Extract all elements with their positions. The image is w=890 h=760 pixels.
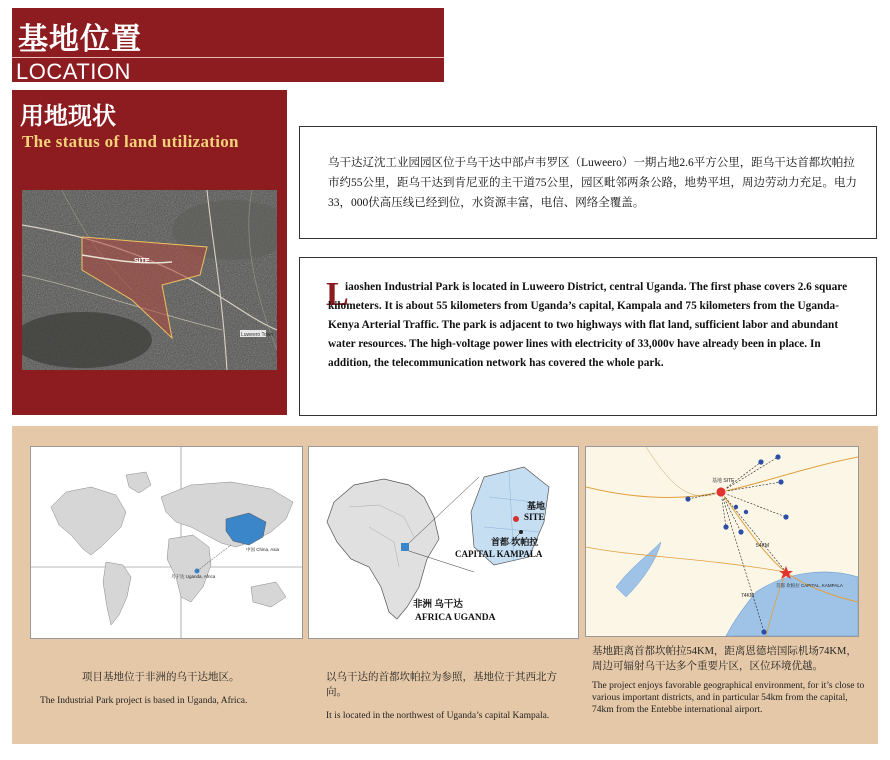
header-divider <box>12 57 444 58</box>
description-en-text: iaoshen Industrial Park is located in Luweero District, central Uganda. The first phase covers 2.6 square kilometers. It is about 55 kilometers from Uganda’s capital, Kampala and 75 kilometers from the Uganda-Kenya Arterial Traffic. The park is adjacent to two highways with flat land, sufficient labor and abundant water resources. The high-voltage power lines with electricity of 33,000v have already been in place. In addition, the telecommunication network has covered the whole park. <box>328 281 848 369</box>
region-map <box>586 447 858 636</box>
page-title-en: LOCATION <box>16 59 131 84</box>
africa-caption-en: It is located in the northwest of Uganda’s capital Kampala. <box>326 711 550 721</box>
land-status-panel <box>12 90 287 415</box>
world-uganda-label: 乌干达 Uganda, Africa <box>171 574 216 579</box>
drop-cap: L <box>326 276 349 313</box>
africa-label-en: AFRICA UGANDA <box>415 613 496 623</box>
description-en <box>328 278 863 373</box>
world-china-label: 中国 China, Asia <box>246 547 280 552</box>
africa-site-en: SITE <box>524 512 545 522</box>
satellite-map <box>22 190 277 370</box>
world-map-caption <box>40 670 302 707</box>
region-dist-capital: 54KM <box>756 543 770 549</box>
region-map-caption <box>592 644 867 716</box>
africa-map-caption <box>326 670 576 722</box>
satellite-site-label: SITE <box>134 258 150 265</box>
africa-label-cn: 非洲 乌干达 <box>413 600 463 610</box>
region-map-frame <box>585 446 859 637</box>
land-status-title-en: The status of land utilization <box>22 132 239 151</box>
page-header <box>12 8 444 82</box>
africa-capital-cn: 首都 坎帕拉 <box>491 537 539 547</box>
description-cn: 乌干达辽沈工业园园区位于乌干达中部卢韦罗区（Luweero）一期占地2.6平方公里，距乌干达首都坎帕拉市约55公里，距乌干达到肯尼亚的主干道75公里，园区毗邻两条公路，地势平坦，周边劳动力充足。电力33，000伏高压线已经到位，水资源丰富，电信、网络全覆盖。 <box>328 157 857 209</box>
region-dist-airport: 74KM <box>741 593 755 599</box>
region-caption-cn: 基地距离首都坎帕拉54KM，距离恩德培国际机场74KM，周边可辐射乌干达多个重要片区，区位环境优越。 <box>592 646 857 672</box>
africa-map <box>309 447 578 638</box>
world-caption-cn: 项目基地位于非洲的乌干达地区。 <box>82 672 240 683</box>
world-caption-en: The Industrial Park project is based in Uganda, Africa. <box>40 696 248 706</box>
africa-caption-cn: 以乌干达的首都坎帕拉为参照，基地位于其西北方向。 <box>326 672 557 698</box>
description-cn-box <box>299 126 877 239</box>
africa-site-cn: 基地 <box>527 501 546 511</box>
africa-map-frame <box>308 446 579 639</box>
world-map <box>31 447 302 638</box>
page-title-cn: 基地位置 <box>18 23 142 56</box>
satellite-town-label: Luweero Town <box>241 332 274 338</box>
region-capital-label: 首都 坎帕拉 CAPITAL, KAMPALA <box>776 583 843 588</box>
maps-panel <box>12 426 878 744</box>
land-status-title-cn: 用地现状 <box>20 104 116 130</box>
region-caption-en: The project enjoys favorable geographical environment, for it’s close to various important districts, and in particular 54km from the capital, 74km from the Entebbe international airport. <box>592 681 865 715</box>
africa-capital-en: CAPITAL KAMPALA <box>455 549 543 559</box>
world-map-frame <box>30 446 303 639</box>
region-site-label: 基地 SITE <box>712 478 735 484</box>
description-en-box <box>299 257 877 416</box>
